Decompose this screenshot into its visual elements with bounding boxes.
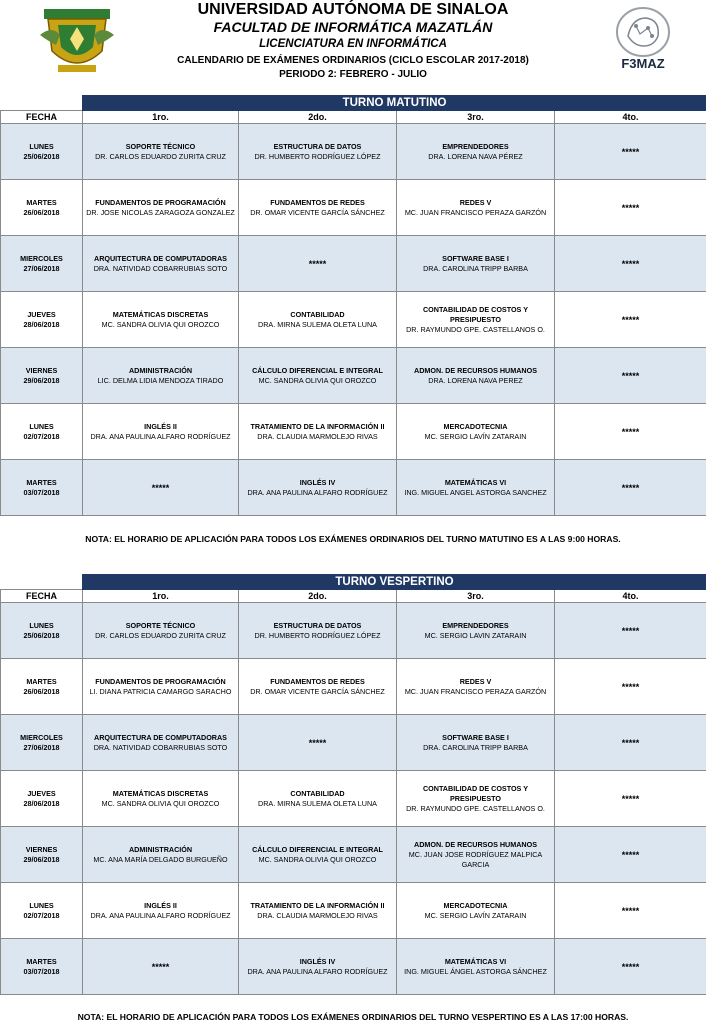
subject-name: SOPORTE TÉCNICO <box>125 620 196 630</box>
exam-cell <box>239 603 397 659</box>
subject-name: TRATAMIENTO DE LA INFORMACIÓN II <box>250 421 385 431</box>
subject-name: TRATAMIENTO DE LA INFORMACIÓN II <box>250 900 385 910</box>
no-exam-marker: ***** <box>621 961 640 972</box>
exam-cell <box>397 715 555 771</box>
exam-cell <box>397 404 555 460</box>
exam-cell <box>555 939 706 995</box>
day-label: LUNES <box>29 421 54 431</box>
professor-name: DRA. LORENA NAVA PÉREZ <box>428 151 523 161</box>
nota-vespertino: NOTA: EL HORARIO DE APLICACIÓN PARA TODOS LOS EXÁMENES ORDINARIOS DEL TURNO VESPERTINO ES A LAS 17:00 HORAS. <box>77 1012 629 1022</box>
exam-cell <box>239 939 397 995</box>
no-exam-marker: ***** <box>151 961 170 972</box>
day-label: MIERCOLES <box>20 732 63 742</box>
professor-name: ING. MIGUEL ANGEL ASTORGA SANCHEZ <box>404 487 547 497</box>
day-label: MIERCOLES <box>20 253 63 263</box>
subject-name: INGLÉS IV <box>299 477 336 487</box>
subject-name: MATEMÁTICAS DISCRETAS <box>112 788 209 798</box>
date-label: 03/07/2018 <box>23 487 60 497</box>
faculty-name: FACULTAD DE INFORMÁTICA MAZATLÁN <box>213 19 493 35</box>
date-label: 27/06/2018 <box>23 263 60 273</box>
exam-cell <box>83 883 239 939</box>
professor-name: MC. JUAN FRANCISCO PERAZA GARZÓN <box>404 686 547 696</box>
professor-name: ING. MIGUEL ÁNGEL ASTORGA SÁNCHEZ <box>404 966 547 976</box>
subject-name: FUNDAMENTOS DE REDES <box>270 197 365 207</box>
exam-cell <box>397 827 555 883</box>
date-cell <box>1 715 83 771</box>
exam-cell <box>83 715 239 771</box>
exam-cell <box>555 715 706 771</box>
exam-cell <box>83 236 239 292</box>
subject-name: EMPRENDEDORES <box>442 620 509 630</box>
professor-name: DRA. CAROLINA TRIPP BARBA <box>423 263 528 273</box>
subject-name: SOFTWARE BASE I <box>442 253 509 263</box>
subject-name: CÁLCULO DIFERENCIAL E INTEGRAL <box>252 844 383 854</box>
professor-name: DR. OMAR VICENTE GARCÍA SÁNCHEZ <box>250 686 385 696</box>
date-label: 29/06/2018 <box>23 854 60 864</box>
table-row <box>1 348 706 404</box>
subject-name: ESTRUCTURA DE DATOS <box>273 620 362 630</box>
exam-cell <box>397 180 555 236</box>
exam-cell <box>83 124 239 180</box>
subject-name: CÁLCULO DIFERENCIAL E INTEGRAL <box>252 365 383 375</box>
no-exam-marker: ***** <box>621 737 640 748</box>
exam-cell <box>83 659 239 715</box>
professor-name: MC. ANA MARÍA DELGADO BURGUEÑO <box>93 854 228 864</box>
professor-name: MC. SERGIO LAVÍN ZATARAIN <box>424 431 527 441</box>
date-label: 03/07/2018 <box>23 966 60 976</box>
exam-cell <box>239 883 397 939</box>
exam-cell <box>239 659 397 715</box>
column-header: 4to. <box>555 590 706 603</box>
turno-vespertino-section <box>0 574 706 995</box>
date-cell <box>1 292 83 348</box>
exam-cell <box>397 292 555 348</box>
date-label: 28/06/2018 <box>23 798 60 808</box>
subject-name: CONTABILIDAD <box>290 309 345 319</box>
table-row <box>1 659 706 715</box>
subject-name: CONTABILIDAD DE COSTOS Y PRESIPUESTO <box>422 304 529 324</box>
exam-cell <box>83 460 239 516</box>
professor-name: DRA. NATIVIDAD COBARRUBIAS SOTO <box>93 742 228 752</box>
date-cell <box>1 236 83 292</box>
subject-name: ARQUITECTURA DE COMPUTADORAS <box>94 253 227 263</box>
subject-name: ADMINISTRACIÓN <box>128 365 193 375</box>
subject-name: EMPRENDEDORES <box>442 141 509 151</box>
no-exam-marker: ***** <box>621 905 640 916</box>
exam-cell <box>239 180 397 236</box>
no-exam-marker: ***** <box>621 146 640 157</box>
no-exam-marker: ***** <box>621 258 640 269</box>
exam-cell <box>397 939 555 995</box>
table-row <box>1 460 706 516</box>
exam-cell <box>555 180 706 236</box>
no-exam-marker: ***** <box>621 314 640 325</box>
subject-name: SOFTWARE BASE I <box>442 732 509 742</box>
date-cell <box>1 460 83 516</box>
table-row <box>1 939 706 995</box>
exam-cell <box>397 348 555 404</box>
table-row <box>1 236 706 292</box>
table-row <box>1 603 706 659</box>
no-exam-marker: ***** <box>621 426 640 437</box>
subject-name: ADMON. DE RECURSOS HUMANOS <box>414 365 537 375</box>
subject-name: MERCADOTECNIA <box>443 900 508 910</box>
table-row <box>1 883 706 939</box>
day-label: VIERNES <box>25 844 58 854</box>
date-label: 26/06/2018 <box>23 686 60 696</box>
date-label: 26/06/2018 <box>23 207 60 217</box>
subject-name: CONTABILIDAD DE COSTOS Y PRESIPUESTO <box>422 783 529 803</box>
no-exam-marker: ***** <box>308 737 327 748</box>
subject-name: FUNDAMENTOS DE REDES <box>270 676 365 686</box>
date-cell <box>1 827 83 883</box>
day-label: JUEVES <box>27 309 56 319</box>
subject-name: FUNDAMENTOS DE PROGRAMACIÓN <box>95 676 226 686</box>
exam-cell <box>555 883 706 939</box>
subject-name: ESTRUCTURA DE DATOS <box>273 141 362 151</box>
no-exam-marker: ***** <box>621 625 640 636</box>
subject-name: SOPORTE TÉCNICO <box>125 141 196 151</box>
date-cell <box>1 404 83 460</box>
matutino-title: TURNO MATUTINO <box>83 96 706 111</box>
no-exam-marker: ***** <box>151 482 170 493</box>
no-exam-marker: ***** <box>621 681 640 692</box>
professor-name: DRA. NATIVIDAD COBARRUBIAS SOTO <box>93 263 228 273</box>
subject-name: MATEMÁTICAS VI <box>444 477 507 487</box>
exam-cell <box>83 771 239 827</box>
exam-cell <box>83 180 239 236</box>
professor-name: DR. HUMBERTO RODRÍGUEZ LÓPEZ <box>254 151 381 161</box>
professor-name: LIC. DELMA LIDIA MENDOZA TIRADO <box>97 375 224 385</box>
day-label: MARTES <box>26 956 57 966</box>
no-exam-marker: ***** <box>621 202 640 213</box>
column-header: 1ro. <box>83 590 239 603</box>
exam-cell <box>239 348 397 404</box>
subject-name: CONTABILIDAD <box>290 788 345 798</box>
exam-cell <box>397 771 555 827</box>
exam-cell <box>397 659 555 715</box>
table-row <box>1 715 706 771</box>
exam-cell <box>397 236 555 292</box>
date-cell <box>1 939 83 995</box>
exam-cell <box>397 124 555 180</box>
exam-cell <box>555 348 706 404</box>
exam-cell <box>555 827 706 883</box>
document-header <box>0 0 706 90</box>
no-exam-marker: ***** <box>621 370 640 381</box>
professor-name: MC. SANDRA OLIVIA QUI OROZCO <box>258 854 377 864</box>
exam-cell <box>83 939 239 995</box>
column-header: FECHA <box>1 111 83 124</box>
table-row <box>1 827 706 883</box>
day-label: MARTES <box>26 676 57 686</box>
professor-name: DRA. CLAUDIA MARMOLEJO RIVAS <box>257 910 378 920</box>
professor-name: DRA. LORENA NAVA PEREZ <box>428 375 523 385</box>
no-exam-marker: ***** <box>621 793 640 804</box>
professor-name: DR. CARLOS EDUARDO ZURITA CRUZ <box>95 151 226 161</box>
turno-matutino-section <box>0 95 706 516</box>
professor-name: LI. DIANA PATRICIA CAMARGO SARACHO <box>89 686 232 696</box>
subject-name: ADMON. DE RECURSOS HUMANOS <box>414 839 537 849</box>
exam-cell <box>239 715 397 771</box>
exam-cell <box>239 404 397 460</box>
exam-cell <box>555 236 706 292</box>
column-header: 1ro. <box>83 111 239 124</box>
exam-cell <box>83 603 239 659</box>
calendar-title: CALENDARIO DE EXÁMENES ORDINARIOS (CICLO ESCOLAR 2017-2018) <box>177 55 529 66</box>
matutino-table <box>0 95 706 516</box>
no-exam-marker: ***** <box>621 482 640 493</box>
subject-name: MATEMÁTICAS VI <box>444 956 507 966</box>
exam-cell <box>83 292 239 348</box>
exam-cell <box>555 603 706 659</box>
exam-cell <box>555 771 706 827</box>
exam-cell <box>555 404 706 460</box>
professor-name: DR. OMAR VICENTE GARCÍA SÁNCHEZ <box>250 207 385 217</box>
date-cell <box>1 883 83 939</box>
day-label: LUNES <box>29 620 54 630</box>
subject-name: ADMINISTRACIÓN <box>128 844 193 854</box>
day-label: JUEVES <box>27 788 56 798</box>
date-label: 28/06/2018 <box>23 319 60 329</box>
table-row <box>1 180 706 236</box>
exam-cell <box>83 827 239 883</box>
exam-cell <box>397 460 555 516</box>
subject-name: INGLÉS IV <box>299 956 336 966</box>
subject-name: ARQUITECTURA DE COMPUTADORAS <box>94 732 227 742</box>
professor-name: MC. SANDRA OLIVIA QUI OROZCO <box>101 319 220 329</box>
date-label: 25/06/2018 <box>23 151 60 161</box>
date-cell <box>1 348 83 404</box>
date-label: 02/07/2018 <box>23 431 60 441</box>
exam-cell <box>239 124 397 180</box>
period-label: PERIODO 2: FEBRERO - JULIO <box>279 69 427 80</box>
date-label: 25/06/2018 <box>23 630 60 640</box>
facimaz-logo-text: F3MAZ <box>621 56 665 71</box>
subject-name: REDES V <box>459 676 492 686</box>
professor-name: DRA. ANA PAULINA ALFARO RODRÍGUEZ <box>90 910 231 920</box>
subject-name: INGLÉS II <box>144 900 177 910</box>
professor-name: DRA. MIRNA SULEMA OLETA LUNA <box>258 798 377 808</box>
professor-name: DRA. ANA PAULINA ALFARO RODRÍGUEZ <box>247 966 388 976</box>
table-row <box>1 404 706 460</box>
exam-cell <box>555 292 706 348</box>
professor-name: MC. JUAN JOSE RODRÍGUEZ MALPICA GARCIA <box>408 849 543 869</box>
date-cell <box>1 124 83 180</box>
subject-name: MERCADOTECNIA <box>443 421 508 431</box>
professor-name: MC. SERGIO LAVÍN ZATARAIN <box>424 910 527 920</box>
professor-name: MC. JUAN FRANCISCO PERAZA GARZÓN <box>404 207 547 217</box>
professor-name: DRA. CAROLINA TRIPP BARBA <box>423 742 528 752</box>
column-header: 4to. <box>555 111 706 124</box>
subject-name: MATEMÁTICAS DISCRETAS <box>112 309 209 319</box>
day-label: LUNES <box>29 141 54 151</box>
professor-name: DRA. CLAUDIA MARMOLEJO RIVAS <box>257 431 378 441</box>
date-label: 29/06/2018 <box>23 375 60 385</box>
professor-name: DR. HUMBERTO RODRÍGUEZ LÓPEZ <box>254 630 381 640</box>
exam-cell <box>397 603 555 659</box>
exam-cell <box>555 659 706 715</box>
professor-name: DR. RAYMUNDO GPE. CASTELLANOS O. <box>406 324 545 334</box>
nota-matutino: NOTA: EL HORARIO DE APLICACIÓN PARA TODOS LOS EXÁMENES ORDINARIOS DEL TURNO MATUTINO ES A LAS 9:00 HORAS. <box>85 534 621 544</box>
professor-name: MC. SANDRA OLIVIA QUI OROZCO <box>101 798 220 808</box>
exam-cell <box>239 827 397 883</box>
exam-cell <box>555 124 706 180</box>
date-label: 02/07/2018 <box>23 910 60 920</box>
university-name: UNIVERSIDAD AUTÓNOMA DE SINALOA <box>197 1 509 18</box>
subject-name: FUNDAMENTOS DE PROGRAMACIÓN <box>95 197 226 207</box>
date-cell <box>1 180 83 236</box>
subject-name: INGLÉS II <box>144 421 177 431</box>
professor-name: DR. CARLOS EDUARDO ZURITA CRUZ <box>95 630 226 640</box>
exam-cell <box>83 404 239 460</box>
table-row <box>1 292 706 348</box>
date-label: 27/06/2018 <box>23 742 60 752</box>
exam-cell <box>239 460 397 516</box>
professor-name: MC. SERGIO LAVIN ZATARAIN <box>424 630 527 640</box>
professor-name: DRA. MIRNA SULEMA OLETA LUNA <box>258 319 377 329</box>
subject-name: REDES V <box>459 197 492 207</box>
program-name: LICENCIATURA EN INFORMÁTICA <box>259 38 447 50</box>
professor-name: DRA. ANA PAULINA ALFARO RODRÍGUEZ <box>247 487 388 497</box>
column-header: 3ro. <box>397 111 555 124</box>
day-label: MARTES <box>26 477 57 487</box>
date-cell <box>1 603 83 659</box>
professor-name: MC. SANDRA OLIVIA QUI OROZCO <box>258 375 377 385</box>
column-header: 2do. <box>239 590 397 603</box>
day-label: VIERNES <box>25 365 58 375</box>
column-header: 3ro. <box>397 590 555 603</box>
date-cell <box>1 771 83 827</box>
professor-name: DR. RAYMUNDO GPE. CASTELLANOS O. <box>406 803 545 813</box>
date-cell <box>1 659 83 715</box>
exam-cell <box>555 460 706 516</box>
exam-cell <box>239 292 397 348</box>
column-header: FECHA <box>1 590 83 603</box>
professor-name: DR. JOSE NICOLAS ZARAGOZA GONZALEZ <box>86 207 235 217</box>
day-label: MARTES <box>26 197 57 207</box>
table-row <box>1 771 706 827</box>
vespertino-title: TURNO VESPERTINO <box>83 575 706 590</box>
table-row <box>1 124 706 180</box>
no-exam-marker: ***** <box>308 258 327 269</box>
no-exam-marker: ***** <box>621 849 640 860</box>
vespertino-table <box>0 574 706 995</box>
exam-cell <box>239 236 397 292</box>
professor-name: DRA. ANA PAULINA ALFARO RODRÍGUEZ <box>90 431 231 441</box>
exam-cell <box>83 348 239 404</box>
column-header: 2do. <box>239 111 397 124</box>
exam-cell <box>239 771 397 827</box>
exam-cell <box>397 883 555 939</box>
day-label: LUNES <box>29 900 54 910</box>
